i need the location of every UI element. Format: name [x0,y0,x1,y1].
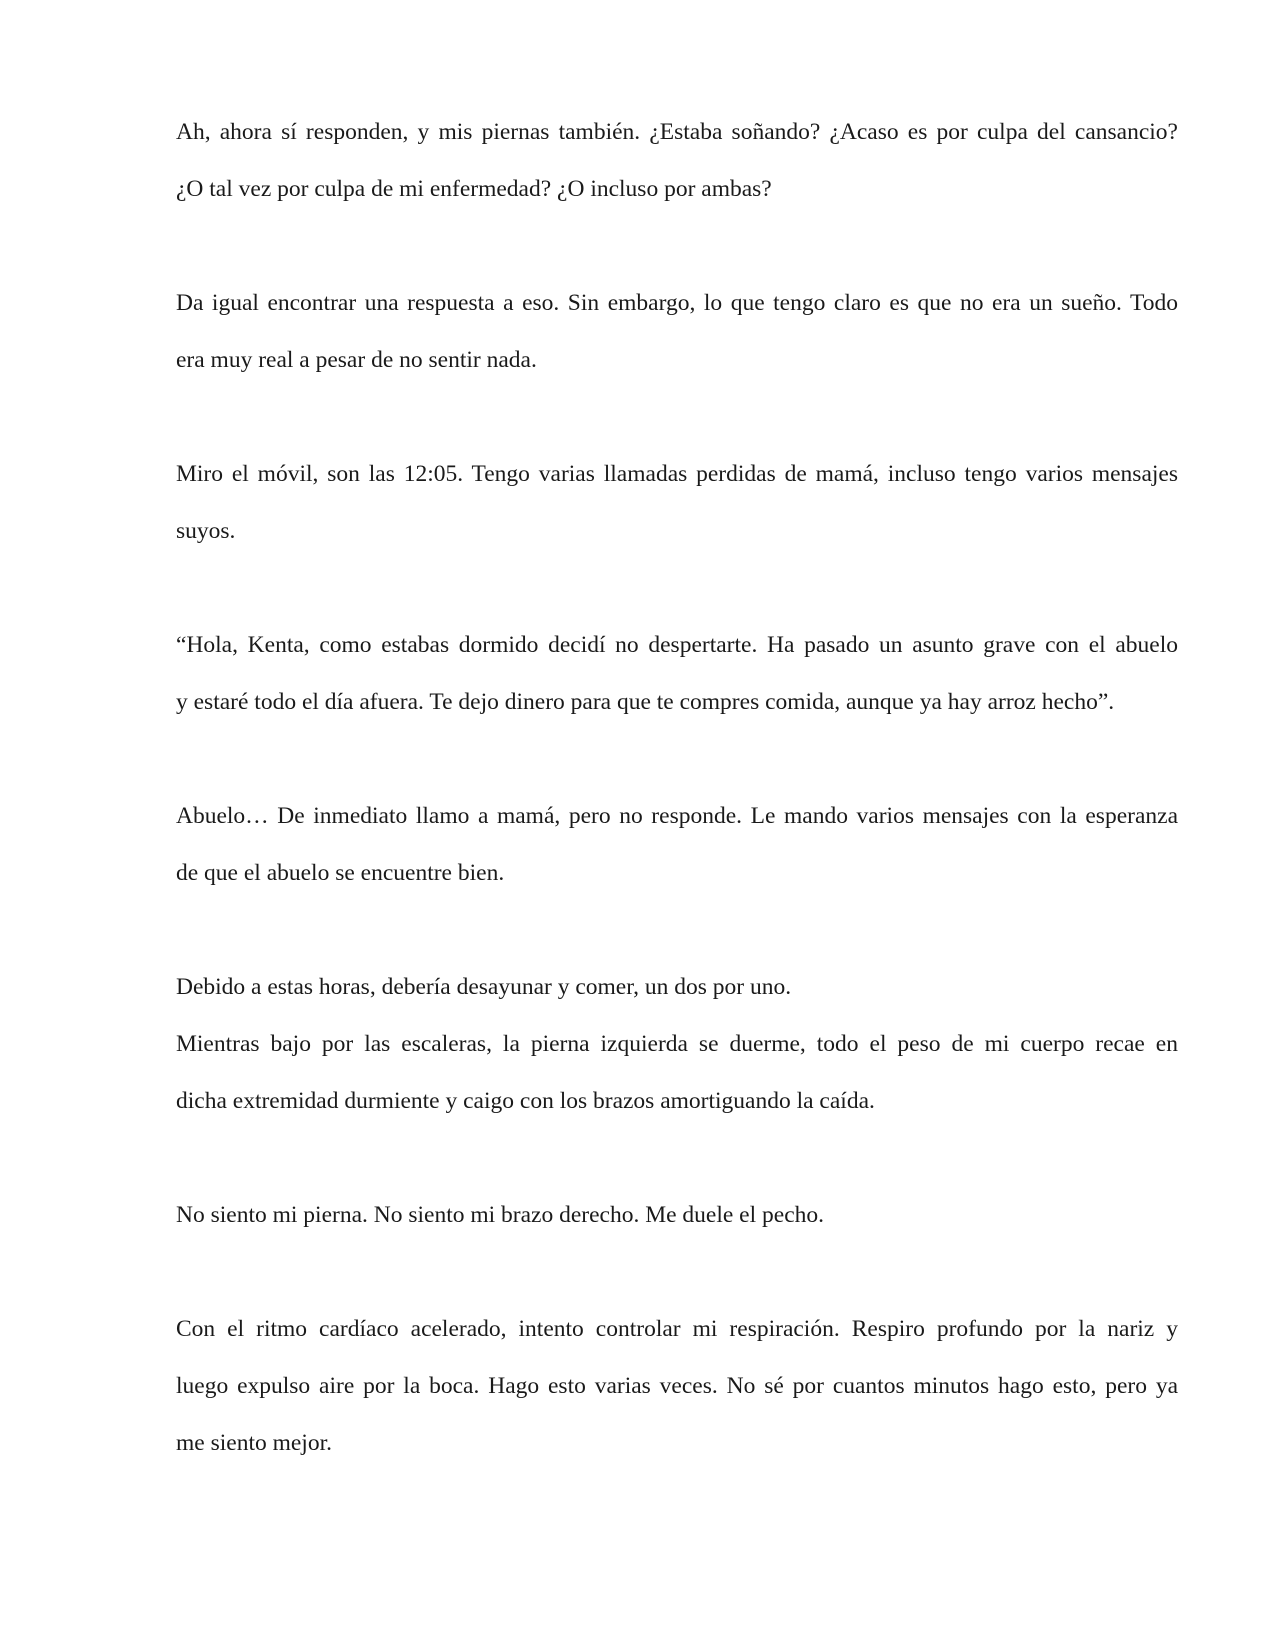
paragraph-line: Ah, ahora sí responden, y mis piernas también. ¿Estaba soñando? ¿Acaso es por culpa del cansancio? [176,119,1178,145]
paragraph-line: luego expulso aire por la boca. Hago esto varias veces. No sé por cuantos minutos hago esto, pero ya [176,1373,1178,1399]
paragraph-line: era muy real a pesar de no sentir nada. [176,347,537,373]
paragraph-line: Debido a estas horas, debería desayunar y comer, un dos por uno. [176,974,792,1000]
paragraph-line: dicha extremidad durmiente y caigo con los brazos amortiguando la caída. [176,1088,875,1114]
paragraph-line: Mientras bajo por las escaleras, la pierna izquierda se duerme, todo el peso de mi cuerpo recae en [176,1031,1178,1057]
paragraph-6 [176,959,1178,1016]
paragraph-1 [176,104,1178,218]
paragraph-3 [176,446,1178,560]
paragraph-8 [176,1187,1178,1244]
paragraph-4 [176,617,1178,731]
paragraph-line: de que el abuelo se encuentre bien. [176,860,505,886]
paragraph-line: ¿O tal vez por culpa de mi enfermedad? ¿O incluso por ambas? [176,176,772,202]
paragraph-line: me siento mejor. [176,1430,332,1456]
paragraph-line: Da igual encontrar una respuesta a eso. Sin embargo, lo que tengo claro es que no era un sueño. Todo [176,290,1178,316]
paragraph-line: Con el ritmo cardíaco acelerado, intento controlar mi respiración. Respiro profundo por la nariz y [176,1316,1178,1342]
paragraph-5 [176,788,1178,902]
paragraph-line: “Hola, Kenta, como estabas dormido decidí no despertarte. Ha pasado un asunto grave con el abuelo [176,632,1178,658]
paragraph-line: suyos. [176,518,236,544]
document-body [176,104,1178,1529]
paragraph-2 [176,275,1178,389]
paragraph-line: Miro el móvil, son las 12:05. Tengo varias llamadas perdidas de mamá, incluso tengo varios mensajes [176,461,1178,487]
paragraph-9 [176,1301,1178,1472]
paragraph-7 [176,1016,1178,1130]
paragraph-line: No siento mi pierna. No siento mi brazo derecho. Me duele el pecho. [176,1202,825,1228]
paragraph-line: Abuelo… De inmediato llamo a mamá, pero no responde. Le mando varios mensajes con la esperanza [176,803,1178,829]
paragraph-line: y estaré todo el día afuera. Te dejo dinero para que te compres comida, aunque ya hay arroz hecho”. [176,689,1115,715]
